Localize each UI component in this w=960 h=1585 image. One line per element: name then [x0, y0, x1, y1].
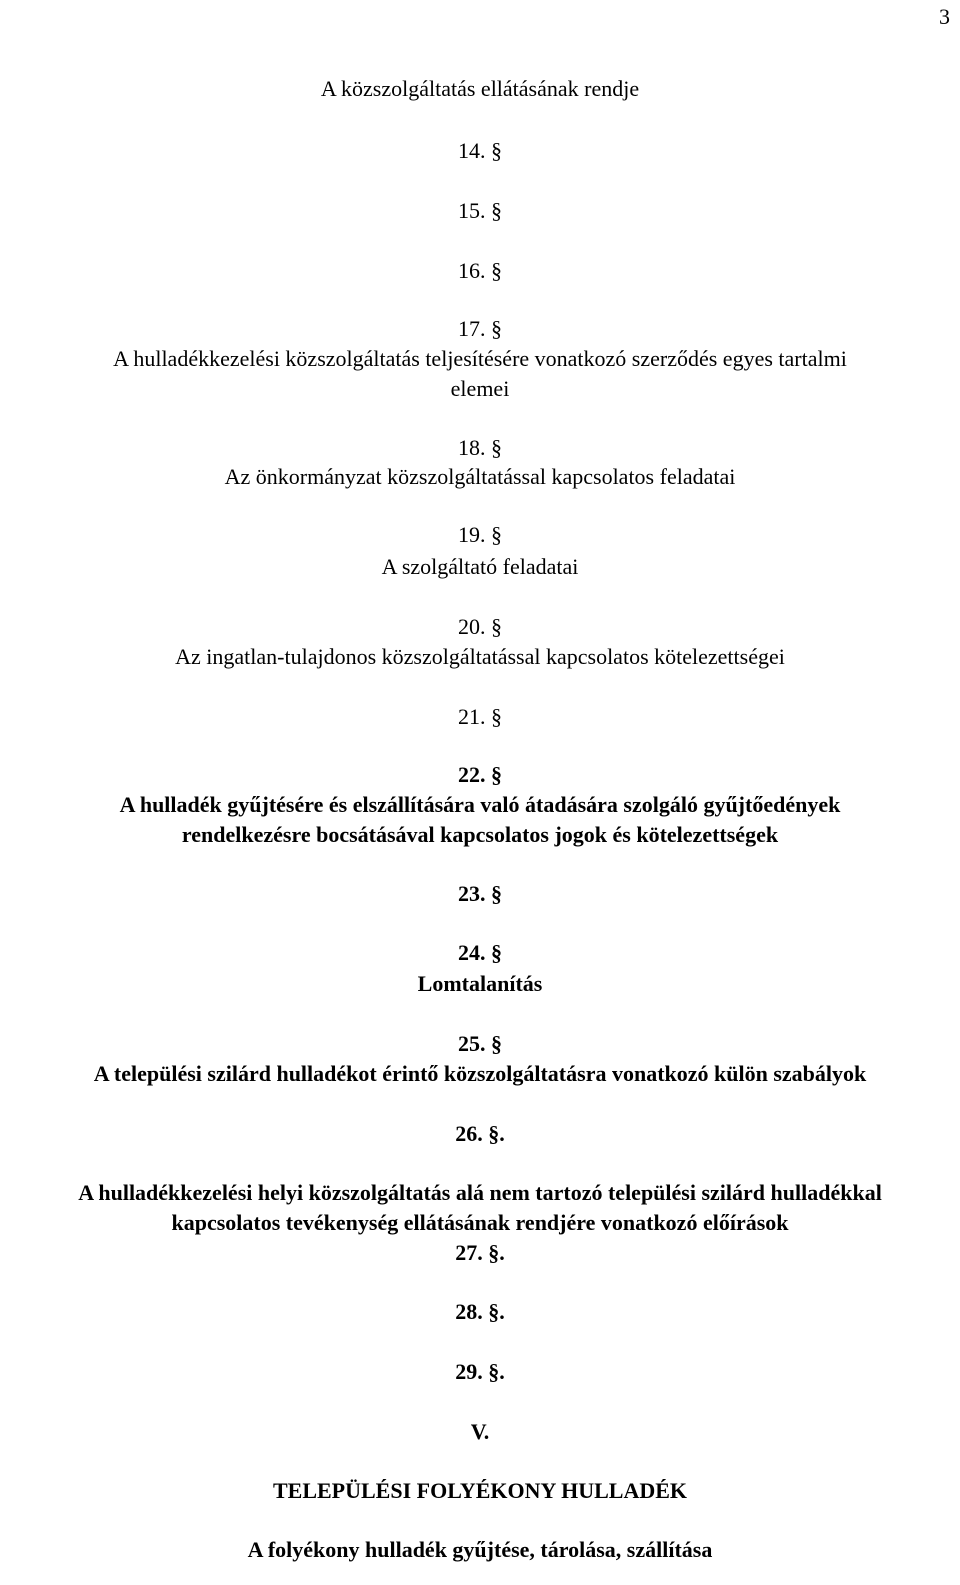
section-number: 29. §.	[455, 1359, 505, 1384]
section-number: 23. §	[458, 881, 502, 906]
section-number: 18. §	[458, 435, 502, 460]
section-number: 14. §	[458, 138, 502, 163]
section-number: 26. §.	[455, 1121, 505, 1146]
section-number: 24. §	[458, 940, 502, 965]
section-number: 22. §	[458, 762, 502, 787]
heading: elemei	[450, 376, 510, 401]
section-number: 17. §	[458, 316, 502, 341]
heading: kapcsolatos tevékenység ellátásának rendjére vonatkozó előírások	[171, 1210, 789, 1235]
section-number: 16. §	[458, 258, 502, 283]
heading: Lomtalanítás	[417, 971, 543, 996]
heading: A települési szilárd hulladékot érintő közszolgáltatásra vonatkozó külön szabályok	[93, 1061, 867, 1086]
section-number: 15. §	[458, 198, 502, 223]
heading: A hulladék gyűjtésére és elszállítására való átadására szolgáló gyűjtőedények	[119, 792, 841, 817]
page-number: 3	[939, 4, 950, 29]
section-number: 25. §	[458, 1031, 502, 1056]
heading: A közszolgáltatás ellátásának rendje	[320, 76, 640, 101]
section-number: 19. §	[458, 522, 502, 547]
heading: A hulladékkezelési közszolgáltatás teljesítésére vonatkozó szerződés egyes tartalmi	[113, 346, 847, 371]
heading: A folyékony hulladék gyűjtése, tárolása, szállítása	[247, 1537, 713, 1562]
section-number: 20. §	[458, 614, 502, 639]
section-number: 21. §	[458, 704, 502, 729]
part-title: TELEPÜLÉSI FOLYÉKONY HULLADÉK	[272, 1478, 688, 1503]
heading: A hulladékkezelési helyi közszolgáltatás alá nem tartozó települési szilárd hulladékkal	[78, 1180, 882, 1205]
section-number: 28. §.	[455, 1299, 505, 1324]
heading: Az ingatlan-tulajdonos közszolgáltatással kapcsolatos kötelezettségei	[175, 644, 785, 669]
part-number: V.	[470, 1419, 490, 1444]
section-number: 27. §.	[455, 1240, 505, 1265]
heading: Az önkormányzat közszolgáltatással kapcsolatos feladatai	[224, 464, 736, 489]
heading: A szolgáltató feladatai	[381, 554, 579, 579]
heading: rendelkezésre bocsátásával kapcsolatos jogok és kötelezettségek	[181, 822, 779, 847]
